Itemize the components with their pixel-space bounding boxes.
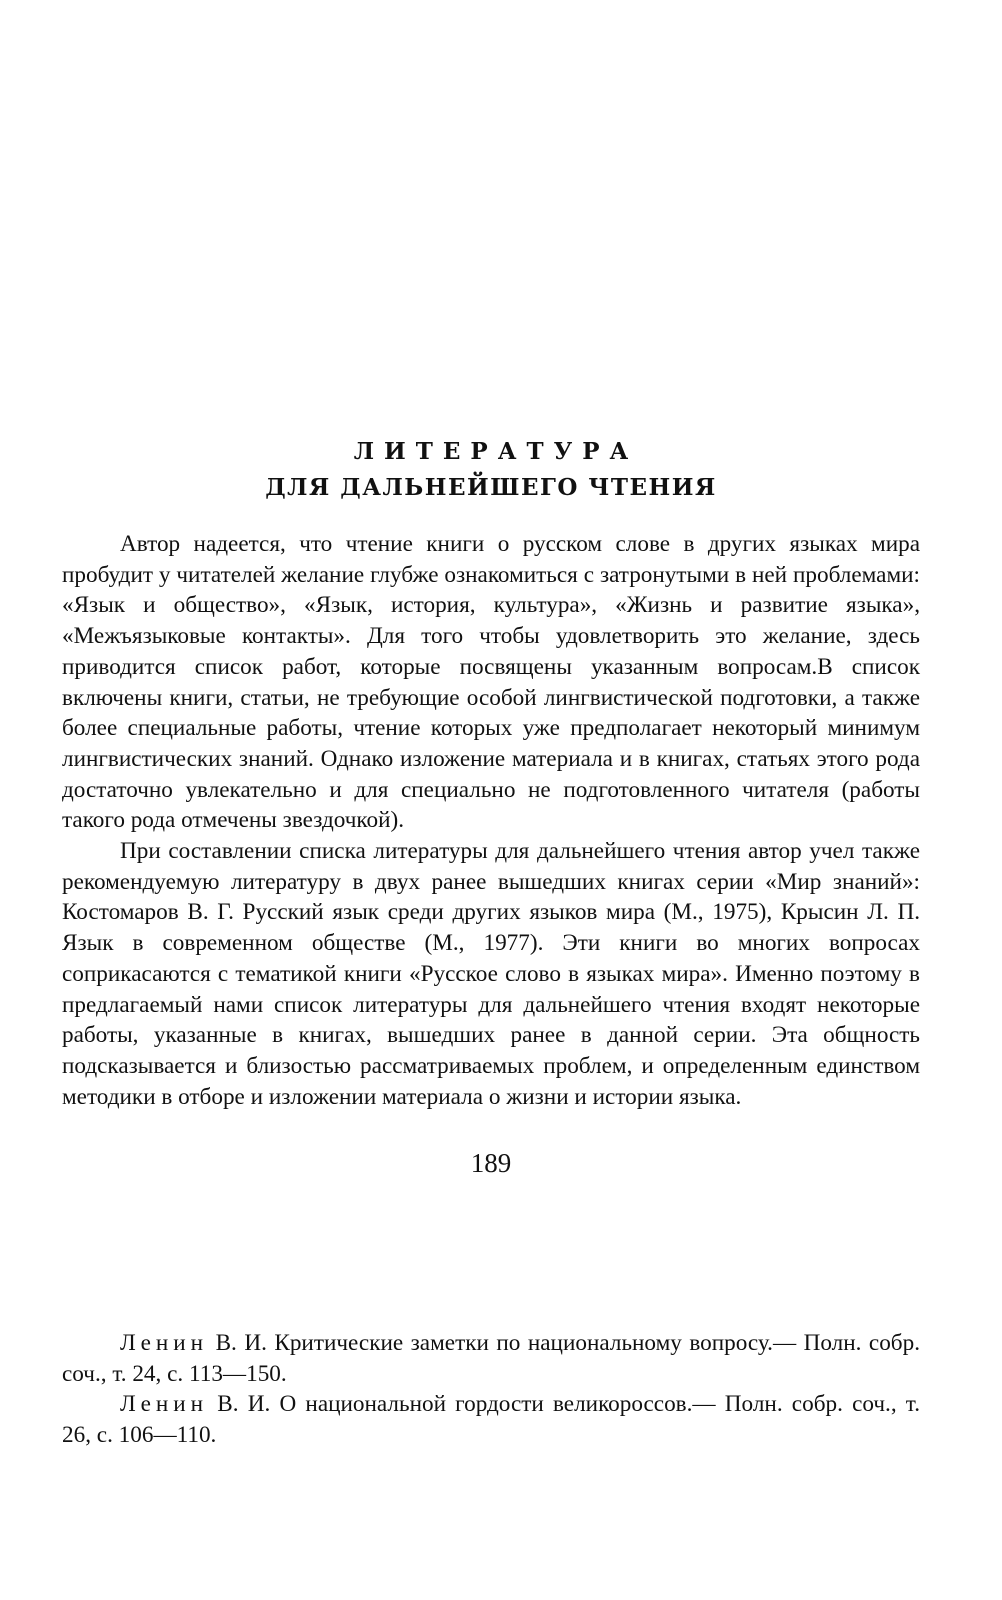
reference-details: В. И. О национальной гордости великороссов.— Полн. собр. соч., т. 26, с. 106—110. (62, 1391, 920, 1449)
paragraph-1: Автор надеется, что чтение книги о русском слове в других языках мира пробудит у читателей желание глубже ознакомиться с затронутыми в ней проблемами: «Язык и общество», «Язык, история, культура», «Жизнь и развитие языка», «Межъязыковые контакты». Для того чтобы удовлетворить это желание, здесь приводится список работ, которые посвящены указанным вопросам.В список включены книги, статьи, не требующие особой лингвистической подготовки, а также более специальные работы, чтение которых уже предполагает некоторый минимум лингвистических знаний. Однако изложение материала и в книгах, статьях этого рода достаточно увлекательно и для специально не подготовленного читателя (работы такого рода отмечены звездочкой). (62, 531, 920, 834)
reference-details: В. И. Критические заметки по национальному вопросу.— Полн. собр. соч., т. 24, с. 113—150. (62, 1330, 920, 1387)
reference-list (62, 1328, 920, 1451)
reference-author: Ленин (120, 1330, 209, 1356)
page-number: 189 (470, 1148, 512, 1178)
intro-text (62, 529, 920, 1112)
reference-item-2 (62, 1389, 920, 1450)
paragraph-2: При составлении списка литературы для дальнейшего чтения автор учел также рекомендуемую литературу в двух ранее вышедших книгах серии «Мир знаний»: Костомаров В. Г. Русский язык среди других языков мира (М., 1975), Крысин Л. П. Язык в современном обществе (М., 1977). Эти книги во многих вопросах соприкасаются с тематикой книги «Русское слово в языках мира». Именно поэтому в предлагаемый нами список литературы для дальнейшего чтения входят некоторые работы, указанные в книгах, вышедших ранее в данной серии. Эта общность подсказывается и близостью рассматриваемых проблем, и определенным единством методики в отборе и изложении материала о жизни и истории языка. (62, 838, 920, 1110)
heading-subtitle: ДЛЯ ДАЛЬНЕЙШЕГО ЧТЕНИЯ (265, 474, 717, 501)
section-heading (62, 434, 920, 506)
reference-author: Ленин (120, 1391, 209, 1418)
book-page (62, 0, 920, 1600)
heading-title: ЛИТЕРАТУРА (353, 438, 639, 465)
reference-item-1 (62, 1328, 920, 1389)
